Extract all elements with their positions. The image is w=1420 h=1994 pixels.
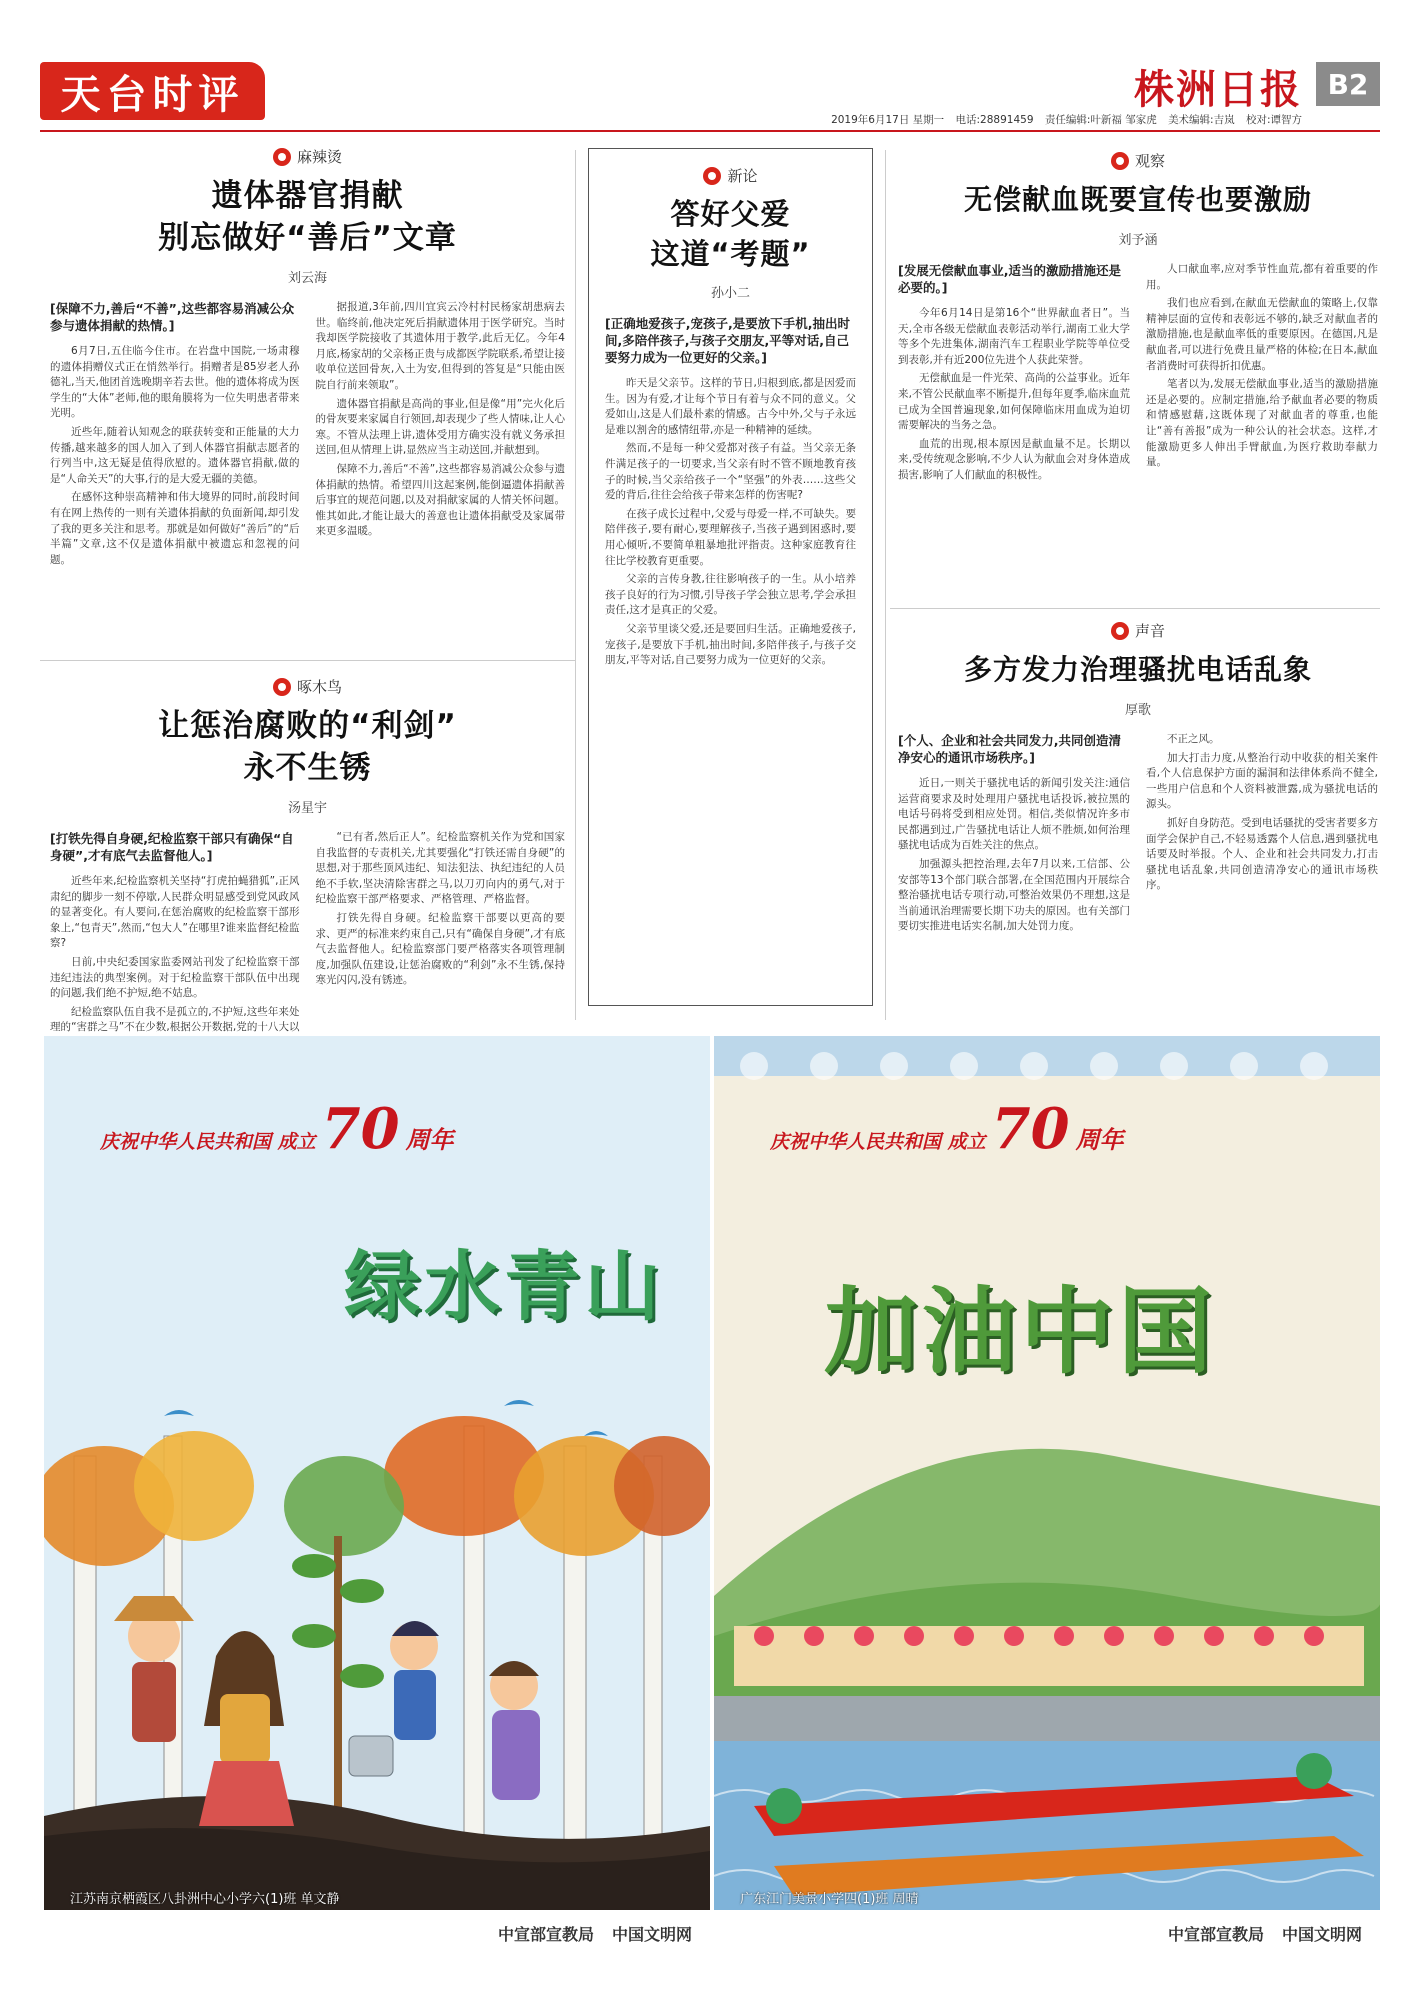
paragraph: 6月7日,五住临今住市。在岩盘中国院,一场肃穆的遗体捐赠仪式正在悄然举行。捐赠者是85岁老人孙德礼,当天,他团首选晚期辛若去世。他的遗体将成为医学生的“大体”老师,他的眼角膜将为一位失明患者带来光明。 [50, 345, 300, 420]
paragraph: 在感怀这种崇高精神和伟大境界的同时,前段时间有在网上热传的一则有关遗体捐献的负面新闻,却引发了我的更多关注和思考。那就是如何做好“善后”的“后半篇”文章,这不仅是遗体捐献中被遗忘和忽视的问题。 [50, 491, 300, 566]
poster-footer-org: 中宣部宣教局 [1167, 1924, 1264, 1944]
poster-footer-site: 中国文明网 [611, 1924, 692, 1944]
section-title: 天台时评 [40, 62, 265, 120]
article-blood-donation [898, 150, 1378, 487]
paragraph: 遗体器官捐献是高尚的事业,但是像“用”完火化后的骨灰要来家属自行领回,却表现少了些人情味,让人心寒。不管从法理上讲,遗体受用方确实没有就义务承担送回,但从情理上讲,显然应当主动送回,并献想到。 [315, 397, 565, 457]
article-lead: [发展无偿献血事业,适当的激励措施还是必要的。] [898, 263, 1121, 295]
article-author: 刘予涵 [1118, 233, 1158, 248]
article-title: 让惩治腐败的“利剑” 永不生锈 [158, 708, 457, 786]
article-author: 刘云海 [287, 271, 327, 286]
newspaper-logo: 株洲日报 [1134, 66, 1302, 113]
header-rule [40, 130, 1380, 132]
paragraph: 打铁先得自身硬。纪检监察干部要以更高的要求、更严的标准来约束自己,只有“确保自身硬”,才有底气去监督他人。纪检监察部门要严格落实各项管理制度,加强队伍建设,让惩治腐败的“利剑”永不生锈,保持寒光闪闪,没有锈迹。 [315, 911, 565, 987]
paragraph: 父亲的言传身教,往往影响孩子的一生。从小培养孩子良好的行为习惯,引导孩子学会独立思考,学会承担责任,这才是真正的父爱。 [605, 573, 856, 617]
article-title: 答好父爱 这道“考题” [650, 197, 811, 271]
column-tag-icon [703, 167, 721, 185]
paragraph: 昨天是父亲节。这样的节日,归根到底,都是因爱而生。因为有爱,才让每个节日有着与众不同的意义。父爱如山,这是人们最朴素的情感。古今中外,父与子永远是难以割舍的感情纽带,亦是一种精神的延续。 [605, 377, 856, 436]
issue-phone: 电话:28891459 [955, 114, 1034, 126]
row-divider [890, 608, 1380, 609]
paragraph: 无偿献血是一件光荣、高尚的公益事业。近年来,不管公民献血率不断提升,但每年夏季,临床血荒已成为全国普遍现象,如何保障临床用血成为迫切需要解决的当务之急。 [898, 372, 1130, 432]
article-anti-corruption [50, 676, 565, 1070]
masthead [40, 58, 1380, 138]
poster-illustration [44, 1036, 710, 1956]
column-divider [575, 150, 576, 1020]
paragraph: 近些年,随着认知观念的联获转变和正能量的大力传播,越来越多的国人加入了到人体器官捐献志愿者的行列当中,这无疑是值得欣慰的。遗体器官捐献,做的是“人命关天”的大事,行的是大爱无疆的美德。 [50, 425, 300, 485]
paragraph: 今年6月14日是第16个“世界献血者日”。当天,全市各级无偿献血表彰活动举行,湖南工业大学等多个先进集体,湖南汽车工程职业学院等单位受到表彰,并有近200位先进个人获此荣誉。 [898, 307, 1130, 366]
article-lead: [保障不力,善后“不善”,这些都容易消减公众参与遗体捐献的热情。] [50, 301, 295, 333]
column-tag-icon [273, 678, 291, 696]
paragraph: “已有者,然后正人”。纪检监察机关作为党和国家自我监督的专责机关,尤其要强化“打铁还需自身硬”的思想,对于那些顶风违纪、知法犯法、执纪违纪的人员绝不手软,坚决清除害群之马,以刀刃向内的勇气,对于纪检监察干部严格要求、严格管理、严格监督。 [315, 831, 565, 906]
article-title: 遗体器官捐献 别忘做好“善后”文章 [158, 178, 457, 256]
article-title: 无偿献血既要宣传也要激励 [963, 183, 1312, 216]
article-lead: [个人、企业和社会共同发力,共同创造清净安心的通讯市场秩序。] [898, 733, 1121, 765]
issue-date: 2019年6月17日 星期一 [831, 114, 945, 126]
issue-editor: 责任编辑:叶新福 邹家虎 [1044, 114, 1157, 126]
article-author: 孙小二 [710, 286, 750, 301]
column-tag: 麻辣烫 [50, 146, 565, 167]
paragraph: 不正之风。 [1167, 733, 1220, 745]
column-tag: 啄木鸟 [50, 676, 565, 697]
poster-slogan: 绿水青山 [344, 1242, 664, 1331]
issue-info [823, 112, 1302, 127]
paragraph: 日前,中央纪委国家监委网站刊发了纪检监察干部违纪违法的典型案例。对于纪检监察干部队伍中出现的问题,我们绝不护短,绝不姑息。 [50, 955, 300, 1000]
article-author: 汤星宇 [287, 801, 327, 816]
paragraph: 在孩子成长过程中,父爱与母爱一样,不可缺失。要陪伴孩子,要有耐心,要理解孩子,当孩子遇到困惑时,要用心倾听,不要简单粗暴地批评指责。这种家庭教育往往比学校教育更重要。 [605, 507, 856, 567]
column-tag: 声音 [898, 620, 1378, 641]
poster-illustration [714, 1036, 1380, 1956]
poster-slogan: 加油中国 [824, 1278, 1217, 1387]
paragraph: 据报道,3年前,四川宜宾云冷村村民杨家胡患病去世。临终前,他决定死后捐献遗体用于医学研究。当时我却医学院接收了其遗体用于教学,此后无亿。今年4月底,杨家胡的父亲杨正贵与成都医学院联系,希望让接收单位送回骨灰,入土为安,但得到的答复是“只能由医院自行前来领取”。 [315, 301, 565, 391]
paragraph: 保障不力,善后“不善”,这些都容易消减公众参与遗体捐献的热情。希望四川这起案例,能倒逼遗体捐献善后事宜的规范问题,以及对捐献家属的人情关怀问题。惟其如此,才能让最大的善意也让遗体捐献受及家属带来更多温暖。 [315, 462, 565, 538]
paragraph: 父亲节里谈父爱,还是要回归生活。正确地爱孩子,宠孩子,是要放下手机,抽出时间,多陪伴孩子,与孩子交朋友,平等对话,自己要努力成为一位更好的父亲。 [605, 622, 856, 667]
poster-footer [44, 1910, 710, 1956]
column-divider [885, 150, 886, 1020]
paragraph: 抓好自身防范。受到电话骚扰的受害者要多方面学会保护自己,不轻易透露个人信息,遇到骚扰电话要及时举报。个人、企业和社会共同发力,打击骚扰电话乱象,共同创造清净安心的通讯市场秩序。 [1146, 816, 1378, 892]
paragraph: 近日,一则关于骚扰电话的新闻引发关注:通信运营商要求及时处理用户骚扰电话投诉,被拉黑的电话号码将受到相应处罚。相信,类似情况许多市民都遇到过,广告骚扰电话让人烦不胜烦,如何治理骚扰电话成为百姓关注的焦点。 [898, 777, 1130, 852]
paragraph: 加大打击力度,从整治行动中收获的相关案件看,个人信息保护方面的漏洞和法律体系尚不健全,一些用户信息和个人资料被泄露,成为骚扰电话的源头。 [1146, 751, 1378, 811]
column-tag: 新论 [605, 165, 856, 186]
column-tag-icon [1111, 622, 1129, 640]
article-spam-calls [898, 620, 1378, 938]
article-organ-donation [50, 146, 565, 571]
paragraph: 我们也应看到,在献血无偿献血的策略上,仅靠精神层面的宣传和表彰远不够的,缺乏对献血者的激励措施,也是献血率低的重要原因。在德国,凡是献血者,可以进行免费且量严格的体检;在日本,献血者消费时可获得折扣优惠。 [1146, 297, 1378, 372]
poster-go-china [714, 1036, 1380, 1956]
paragraph: 近些年来,纪检监察机关坚持“打虎拍蝇猎狐”,正风肃纪的脚步一刻不停歇,人民群众明显感受到党风政风的显著变化。有人要问,在惩治腐败的纪检监察干部形象上,“包青天”,然而,“包大人”在哪里?谁来监督纪检监察? [50, 875, 300, 950]
article-author: 厚歌 [1124, 703, 1151, 718]
article-lead: [正确地爱孩子,宠孩子,是要放下手机,抽出时间,多陪伴孩子,与孩子交朋友,平等对话,自己要努力成为一位更好的父亲。] [605, 316, 850, 365]
poster-caption: 江苏南京栖霞区八卦洲中心小学六(1)班 单文静 [70, 1892, 340, 1907]
paragraph: 纪检监察队伍自我不是孤立的,不护短,这些年来处理的“害群之马”不在少数,根据公开数据,党的十八大以 [50, 1005, 300, 1034]
article-title: 多方发力治理骚扰电话乱象 [963, 653, 1312, 686]
poster-footer-site: 中国文明网 [1281, 1924, 1362, 1944]
poster-green-mountains [44, 1036, 710, 1956]
poster-footer [714, 1910, 1380, 1956]
column-tag-icon [273, 148, 291, 166]
paragraph: 血荒的出现,根本原因是献血量不足。长期以来,受传统观念影响,不少人认为献血会对身体造成损害,影响了人们献血的积极性。 [898, 437, 1130, 481]
row-divider [40, 660, 575, 661]
article-fatherhood [588, 148, 873, 1006]
paragraph: 然而,不是每一种父爱都对孩子有益。当父亲无条件满足孩子的一切要求,当父亲有时不管不顾地教育孩子的时候,当父亲给孩子一个“坚强”的外表……这些父爱的背后,往往会给孩子带来怎样的伤害呢? [605, 442, 856, 502]
issue-proof: 校对:谭智方 [1245, 114, 1302, 126]
poster-header: 庆祝中华人民共和国 成立 70 周年 [100, 1096, 454, 1162]
article-lead: [打铁先得自身硬,纪检监察干部只有确保“自身硬”,才有底气去监督他人。] [50, 831, 294, 863]
page-number: B2 [1316, 62, 1380, 106]
paragraph: 笔者以为,发展无偿献血事业,适当的激励措施还是必要的。应制定措施,给予献血者必要的物质和情感慰藉,这既体现了对献血者的尊重,也能让“善有善报”成为一种公认的社会状态。这样,才能激励更多人伸出手臂献血,为医疗救助奉献力量。 [1146, 378, 1378, 469]
poster-footer-org: 中宣部宣教局 [497, 1924, 594, 1944]
column-tag: 观察 [898, 150, 1378, 171]
poster-caption: 广东江门美景小学四(1)班 周晴 [740, 1892, 919, 1907]
paragraph: 人口献血率,应对季节性血荒,都有着重要的作用。 [1146, 263, 1378, 291]
issue-art-editor: 美术编辑:吉岚 [1168, 114, 1235, 126]
poster-header: 庆祝中华人民共和国 成立 70 周年 [770, 1096, 1124, 1162]
column-tag-icon [1111, 152, 1129, 170]
paragraph: 加强源头把控治理,去年7月以来,工信部、公安部等13个部门联合部署,在全国范围内开展综合整治骚扰电话专项行动,可整治效果仍不理想,这是当前通讯治理需要长期下功夫的原因。也有关部门要切实推进电话实名制,加大处罚力度。 [898, 857, 1130, 933]
